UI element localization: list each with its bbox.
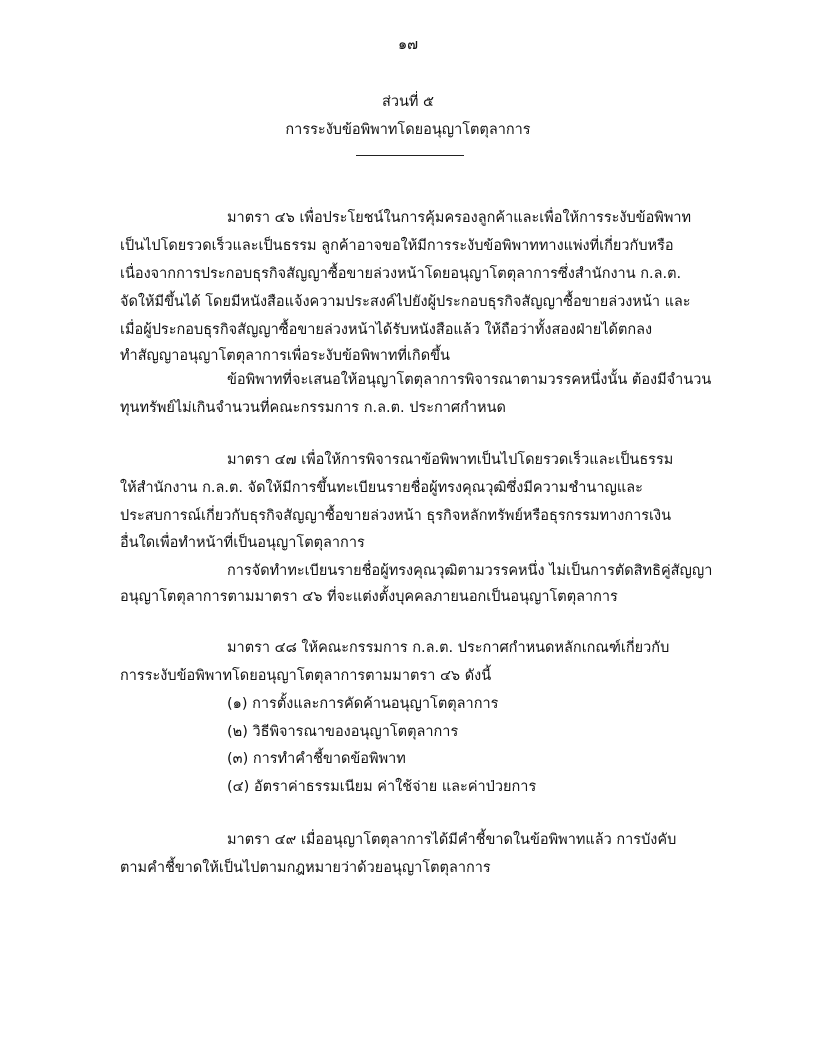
section-48-line: มาตรา ๔๘ ให้คณะกรรมการ ก.ล.ต. ประกาศกำหนดหลักเกณฑ์เกี่ยวกับ: [227, 640, 670, 656]
section-46-line: มาตรา ๔๖ เพื่อประโยชน์ในการคุ้มครองลูกค้าและเพื่อให้การระงับข้อพิพาท: [227, 210, 692, 226]
list-item: (๒) วิธีพิจารณาของอนุญาโตตุลาการ: [227, 724, 459, 740]
section-46-line: จัดให้มีขึ้นได้ โดยมีหนังสือแจ้งความประสงค์ไปยังผู้ประกอบธุรกิจสัญญาซื้อขายล่วงหน้า และ: [120, 294, 691, 310]
list-item: (๑) การตั้งและการคัดค้านอนุญาโตตุลาการ: [227, 696, 499, 712]
section-49-line: ตามคำชี้ขาดให้เป็นไปตามกฎหมายว่าด้วยอนุญาโตตุลาการ: [120, 860, 491, 876]
part-heading: ส่วนที่ ๕: [381, 94, 435, 110]
section-46-line: ข้อพิพาทที่จะเสนอให้อนุญาโตตุลาการพิจารณาตามวรรคหนึ่งนั้น ต้องมีจำนวน: [227, 372, 712, 388]
section-46-line: เนื่องจากการประกอบธุรกิจสัญญาซื้อขายล่วงหน้าโดยอนุญาโตตุลาการซึ่งสำนักงาน ก.ล.ต.: [120, 266, 682, 282]
section-46-line: เมื่อผู้ประกอบธุรกิจสัญญาซื้อขายล่วงหน้าได้รับหนังสือแล้ว ให้ถือว่าทั้งสองฝ่ายได้ตกลง: [120, 322, 653, 338]
list-item: (๓) การทำคำชี้ขาดข้อพิพาท: [227, 751, 406, 767]
section-47-line: ประสบการณ์เกี่ยวกับธุรกิจสัญญาซื้อขายล่วงหน้า ธุรกิจหลักทรัพย์หรือธุรกรรมทางการเงิน: [120, 508, 671, 524]
section-47-line: ให้สำนักงาน ก.ล.ต. จัดให้มีการขึ้นทะเบียนรายชื่อผู้ทรงคุณวุฒิซึ่งมีความชำนาญและ: [120, 480, 643, 496]
section-47-line: อื่นใดเพื่อทำหน้าที่เป็นอนุญาโตตุลาการ: [120, 535, 365, 551]
section-47-line: การจัดทำทะเบียนรายชื่อผู้ทรงคุณวุฒิตามวรรคหนึ่ง ไม่เป็นการตัดสิทธิคู่สัญญา: [227, 563, 713, 579]
section-46-line: ทุนทรัพย์ไม่เกินจำนวนที่คณะกรรมการ ก.ล.ต. ประกาศกำหนด: [120, 400, 506, 416]
list-item: (๔) อัตราค่าธรรมเนียม ค่าใช้จ่าย และค่าป่วยการ: [227, 779, 537, 795]
section-46-line: เป็นไปโดยรวดเร็วและเป็นธรรม ลูกค้าอาจขอให้มีการระงับข้อพิพาททางแพ่งที่เกี่ยวกับหรือ: [120, 238, 674, 254]
part-title: การระงับข้อพิพาทโดยอนุญาโตตุลาการ: [285, 122, 531, 138]
section-47-line: อนุญาโตตุลาการตามมาตรา ๔๖ ที่จะแต่งตั้งบุคคลภายนอกเป็นอนุญาโตตุลาการ: [120, 589, 618, 605]
section-47-line: มาตรา ๔๗ เพื่อให้การพิจารณาข้อพิพาทเป็นไปโดยรวดเร็วและเป็นธรรม: [227, 452, 674, 468]
section-49-line: มาตรา ๔๙ เมื่ออนุญาโตตุลาการได้มีคำชี้ขาดในข้อพิพาทแล้ว การบังคับ: [227, 832, 677, 848]
page-number: ๑๗: [397, 37, 419, 53]
section-48-line: การระงับข้อพิพาทโดยอนุญาโตตุลาการตามมาตรา ๔๖ ดังนี้: [120, 668, 492, 684]
section-46-line: ทำสัญญาอนุญาโตตุลาการเพื่อระงับข้อพิพาทที่เกิดขึ้น: [120, 348, 450, 364]
title-underline: [356, 155, 464, 156]
